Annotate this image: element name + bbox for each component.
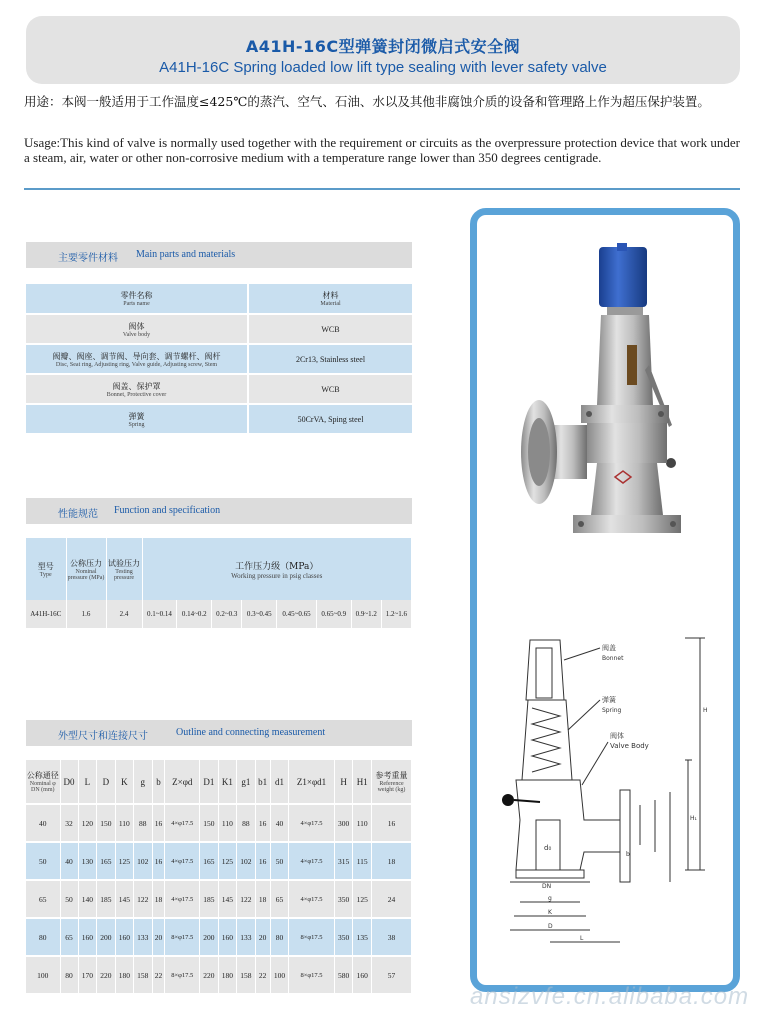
col-header: Z×φd xyxy=(165,760,200,804)
table-row xyxy=(26,404,412,434)
cell: 150 xyxy=(97,804,115,842)
cell: 8×φ17.5 xyxy=(165,956,200,994)
cell: 158 xyxy=(134,956,152,994)
col-header: d1 xyxy=(270,760,288,804)
table-row xyxy=(26,880,412,918)
table-row xyxy=(26,956,412,994)
dim-label-g: g xyxy=(548,895,552,902)
table-row xyxy=(26,804,412,842)
material-value: 2Cr13, Stainless steel xyxy=(248,344,412,374)
cell: 65 xyxy=(60,918,78,956)
part-name-cn: 阀盖、保护罩 xyxy=(112,381,161,391)
nominal-cell: 1.6 xyxy=(66,600,106,628)
cell: 65 xyxy=(270,880,288,918)
cell: 16 xyxy=(255,842,270,880)
cell: 80 xyxy=(270,918,288,956)
cell: 145 xyxy=(218,880,236,918)
cell: 4×φ17.5 xyxy=(165,804,200,842)
col-header: K xyxy=(115,760,133,804)
cell: 160 xyxy=(115,918,133,956)
cell: 110 xyxy=(115,804,133,842)
divider xyxy=(24,188,740,190)
test-cell: 2.4 xyxy=(106,600,142,628)
dimensions-section-title-cn: 外型尺寸和连接尺寸 xyxy=(58,731,148,742)
cell: 102 xyxy=(237,842,255,880)
cell: 180 xyxy=(218,956,236,994)
cell: 220 xyxy=(97,956,115,994)
dim-label-k: K xyxy=(548,909,552,916)
cell: 133 xyxy=(134,918,152,956)
material-value: 50CrVA, Sping steel xyxy=(248,404,412,434)
materials-section-title-cn: 主要零件材料 xyxy=(58,253,118,264)
cell: 120 xyxy=(78,804,96,842)
dim-label-dn: DN xyxy=(542,883,552,890)
dimensions-section-bar xyxy=(26,720,412,746)
working-header-en: Working pressure in psig classes xyxy=(231,571,323,580)
cell: 315 xyxy=(334,842,352,880)
cell: 145 xyxy=(115,880,133,918)
cell: 20 xyxy=(255,918,270,956)
cell: 40 xyxy=(26,804,60,842)
technical-drawing xyxy=(480,620,730,960)
part-header-cn: 零件名称 xyxy=(120,291,153,300)
col-header: K1 xyxy=(218,760,236,804)
col-header: b xyxy=(152,760,165,804)
col-header: H1 xyxy=(353,760,372,804)
cell: 88 xyxy=(237,804,255,842)
cell: 24 xyxy=(372,880,412,918)
cell: 165 xyxy=(97,842,115,880)
usage-english: Usage:This kind of valve is normally used together with the requirement or circuits as the overpressure protection device that work under a steam, air, water or other non-corrosive medium with a temperature range lower than 350 degrees centigrade. xyxy=(24,135,740,165)
part-name-en: Disc, Seat ring, Adjusting ring, Valve guide, Adjusting screw, Stem xyxy=(55,361,218,368)
range-cell: 0.14~0.2 xyxy=(177,600,212,628)
spec-section-title-cn: 性能规范 xyxy=(58,509,98,520)
cell: 135 xyxy=(353,918,372,956)
cell: 4×φ17.5 xyxy=(165,880,200,918)
cell: 130 xyxy=(78,842,96,880)
table-row xyxy=(26,842,412,880)
drawing-spring-label-cn: 弹簧 xyxy=(602,696,616,704)
drawing-bonnet-label-en: Bonnet xyxy=(602,655,624,662)
cell: 38 xyxy=(372,918,412,956)
drawing-bonnet-label-cn: 阀盖 xyxy=(602,644,616,652)
spec-section-title-en: Function and specification xyxy=(114,505,221,516)
col-header: H xyxy=(334,760,352,804)
test-header-en: Testing pressure xyxy=(114,568,134,581)
cell: 150 xyxy=(200,804,218,842)
dim-label-d: D xyxy=(548,923,553,930)
table-row xyxy=(26,344,412,374)
cell: 40 xyxy=(60,842,78,880)
cell: 160 xyxy=(78,918,96,956)
range-cell: 0.45~0.65 xyxy=(277,600,317,628)
nominal-header-cn: 公称压力 xyxy=(70,558,102,568)
cell: 122 xyxy=(134,880,152,918)
part-name-en: Spring xyxy=(128,421,145,428)
type-header-cn: 型号 xyxy=(37,561,54,571)
cell: 8×φ17.5 xyxy=(165,918,200,956)
table-row xyxy=(26,314,412,344)
cell: 100 xyxy=(26,956,60,994)
cell: 125 xyxy=(115,842,133,880)
material-header-cn: 材料 xyxy=(322,291,339,300)
cell: 180 xyxy=(115,956,133,994)
range-cell: 0.2~0.3 xyxy=(212,600,242,628)
title-english: A41H-16C Spring loaded low lift type sealing with lever safety valve xyxy=(159,59,607,76)
cell: 32 xyxy=(60,804,78,842)
cell: 50 xyxy=(60,880,78,918)
cell: 122 xyxy=(237,880,255,918)
weight-header-cn: 参考重量 xyxy=(375,771,408,780)
drawing-body-label-en: Valve Body xyxy=(610,742,649,750)
cell: 100 xyxy=(270,956,288,994)
cell: 300 xyxy=(334,804,352,842)
cell: 22 xyxy=(152,956,165,994)
cell: 18 xyxy=(255,880,270,918)
part-header-en: Parts name xyxy=(123,301,150,307)
dimensions-table xyxy=(26,760,412,995)
col-header: g1 xyxy=(237,760,255,804)
cell: 102 xyxy=(134,842,152,880)
col-header: g xyxy=(134,760,152,804)
cell: 110 xyxy=(353,804,372,842)
dim-label-h: H xyxy=(703,707,708,714)
type-header-en: Type xyxy=(39,571,52,578)
dimensions-section-title-en: Outline and connecting measurement xyxy=(176,727,326,738)
cell: 57 xyxy=(372,956,412,994)
cell: 50 xyxy=(270,842,288,880)
weight-header-en: Reference weight (kg) xyxy=(377,781,406,793)
cell: 4×φ17.5 xyxy=(289,880,335,918)
cell: 4×φ17.5 xyxy=(289,804,335,842)
cell: 158 xyxy=(237,956,255,994)
cell: 18 xyxy=(372,842,412,880)
cell: 80 xyxy=(26,918,60,956)
test-header-cn: 试验压力 xyxy=(108,558,140,568)
part-name-cn: 阀瓣、阀座、调节阀、导向套、调节螺杆、阀杆 xyxy=(52,351,221,361)
materials-section-title-en: Main parts and materials xyxy=(136,249,236,260)
valve-photo xyxy=(477,215,733,615)
cell: 16 xyxy=(255,804,270,842)
part-name-cn: 阀体 xyxy=(128,321,145,331)
cell: 350 xyxy=(334,918,352,956)
dim-label-b: b xyxy=(626,851,630,858)
materials-table xyxy=(26,284,412,435)
col-header: D0 xyxy=(60,760,78,804)
cell: 40 xyxy=(270,804,288,842)
cell: 115 xyxy=(353,842,372,880)
table-header-row xyxy=(26,284,412,314)
dim-label-d0: d₀ xyxy=(544,844,552,852)
cell: 16 xyxy=(372,804,412,842)
part-name-en: Valve body xyxy=(122,331,151,338)
cell: 50 xyxy=(26,842,60,880)
cell: 133 xyxy=(237,918,255,956)
cell: 220 xyxy=(200,956,218,994)
col-header: Z1×φd1 xyxy=(289,760,335,804)
cell: 170 xyxy=(78,956,96,994)
cell: 22 xyxy=(255,956,270,994)
col-header: L xyxy=(78,760,96,804)
range-cell: 0.9~1.2 xyxy=(351,600,381,628)
drawing-body-label-cn: 阀体 xyxy=(610,732,624,740)
nominal-header-en: Nominal pressure (MPa) xyxy=(67,568,105,581)
cell: 160 xyxy=(218,918,236,956)
material-value: WCB xyxy=(248,314,412,344)
cell: 160 xyxy=(353,956,372,994)
cell: 80 xyxy=(60,956,78,994)
cell: 125 xyxy=(353,880,372,918)
usage-chinese: 用途：本阀一般适用于工作温度≤425℃的蒸汽、空气、石油、水以及其他非腐蚀介质的设备和管理路上作为超压保护装置。 xyxy=(24,94,710,109)
table-header-row xyxy=(26,760,412,804)
cell: 110 xyxy=(218,804,236,842)
table-header-row xyxy=(26,538,412,600)
material-header-en: Material xyxy=(320,301,341,307)
cell: 350 xyxy=(334,880,352,918)
cell: 200 xyxy=(200,918,218,956)
col-header: D1 xyxy=(200,760,218,804)
material-value: WCB xyxy=(248,374,412,404)
working-header-cn: 工作压力级（MPa） xyxy=(235,561,319,572)
spec-section-bar xyxy=(26,498,412,524)
col-header: D xyxy=(97,760,115,804)
cell: 165 xyxy=(200,842,218,880)
drawing-spring-label-en: Spring xyxy=(602,707,622,714)
cell: 16 xyxy=(152,804,165,842)
cell: 8×φ17.5 xyxy=(289,956,335,994)
cell: 4×φ17.5 xyxy=(289,842,335,880)
title-banner xyxy=(26,16,740,84)
dn-header-cn: 公称通径 xyxy=(26,771,59,780)
materials-section-bar xyxy=(26,242,412,268)
cell: 65 xyxy=(26,880,60,918)
cell: 88 xyxy=(134,804,152,842)
cell: 185 xyxy=(200,880,218,918)
title-chinese: A41H-16C型弹簧封闭微启式安全阀 xyxy=(245,37,521,56)
range-cell: 0.3~0.45 xyxy=(242,600,277,628)
col-header: b1 xyxy=(255,760,270,804)
table-row xyxy=(26,374,412,404)
dn-header-en: Nominal φ DN (mm) xyxy=(29,781,56,793)
type-cell: A41H-16C xyxy=(26,600,66,628)
cell: 140 xyxy=(78,880,96,918)
range-cell: 0.1~0.14 xyxy=(142,600,177,628)
cell: 20 xyxy=(152,918,165,956)
range-cell: 0.65~0.9 xyxy=(316,600,351,628)
table-row xyxy=(26,918,412,956)
cell: 580 xyxy=(334,956,352,994)
dim-label-l: L xyxy=(580,935,584,942)
cell: 18 xyxy=(152,880,165,918)
cell: 125 xyxy=(218,842,236,880)
watermark: ansizvfe.cn.alibaba.com xyxy=(470,983,750,1010)
part-name-en: Bonnet, Protective cover xyxy=(106,391,167,398)
cell: 185 xyxy=(97,880,115,918)
spec-table xyxy=(26,538,412,628)
cell: 16 xyxy=(152,842,165,880)
part-name-cn: 弹簧 xyxy=(128,411,145,421)
dim-label-h1: H₁ xyxy=(690,815,697,822)
cell: 4×φ17.5 xyxy=(165,842,200,880)
cell: 8×φ17.5 xyxy=(289,918,335,956)
range-cell: 1.2~1.6 xyxy=(381,600,411,628)
cell: 200 xyxy=(97,918,115,956)
table-row xyxy=(26,600,412,628)
